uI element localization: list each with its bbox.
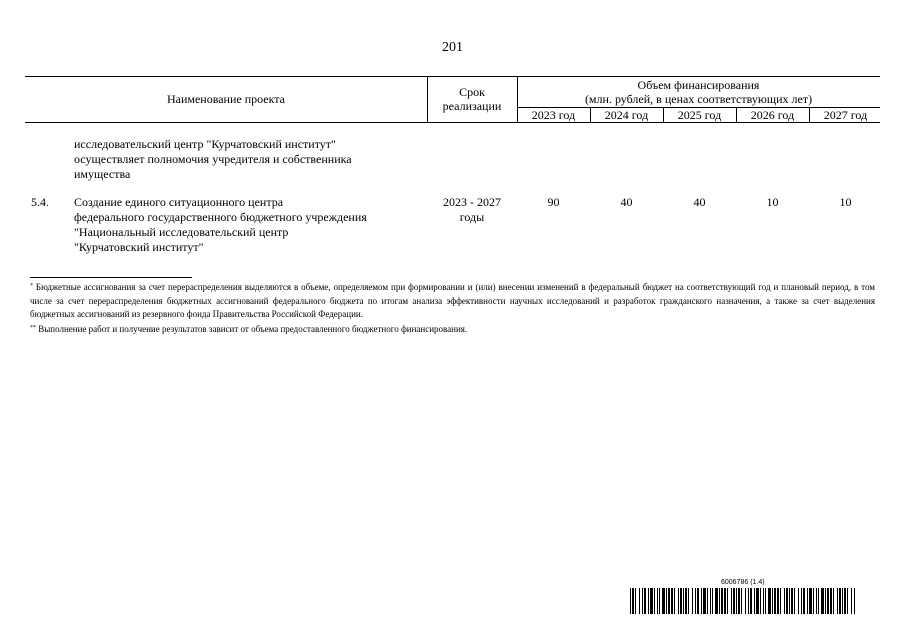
header-year: 2023 год xyxy=(531,108,576,122)
barcode xyxy=(630,588,855,614)
header-top-rule xyxy=(25,76,880,77)
project-name-line: федерального государственного бюджетного учреждения xyxy=(74,210,367,224)
barcode-label: 6006786 (1.4) xyxy=(721,579,765,586)
footnote xyxy=(30,322,875,337)
header-period-line: реализации xyxy=(442,99,502,113)
header-year: 2024 год xyxy=(604,108,649,122)
header-period xyxy=(427,85,517,113)
header-year: 2027 год xyxy=(823,108,868,122)
funding-value: 10 xyxy=(766,195,779,209)
header-year: 2025 год xyxy=(677,108,722,122)
row-number: 5.4. xyxy=(31,195,49,209)
continuation-line: осуществляет полномочия учредителя и собственника xyxy=(74,152,352,166)
funding-value: 90 xyxy=(547,195,560,209)
footnote-mark: ** xyxy=(30,324,36,331)
continuation-line: исследовательский центр "Курчатовский институт" xyxy=(74,137,336,151)
project-name-line: "Курчатовский институт" xyxy=(74,240,204,254)
footnote-mark: * xyxy=(30,283,33,289)
funding-value: 10 xyxy=(839,195,852,209)
footnote-text: Бюджетные ассигнования за счет перераспределения выделяются в объеме, определяемом при формировании и (или) внесении изменений в федеральный бюджет на соответствующий год и плановый период, в том числе за счет перераспределения бюджетных ассигнований федерального бюджета по итогам анализа эффективности научных исследований и разработок гражданского назначения, а также за счет выделения бюджетных ассигнований из резервного фонда Правительства Российской Федерации. xyxy=(30,282,876,319)
project-name xyxy=(74,195,419,255)
project-period-line: 2023 - 2027 xyxy=(443,195,501,209)
project-name-line: Создание единого ситуационного центра xyxy=(74,195,284,209)
header-funding-line: Объем финансирования xyxy=(637,78,760,92)
header-period-line: Срок xyxy=(459,85,485,99)
funding-value: 40 xyxy=(693,195,706,209)
project-period-line: годы xyxy=(459,210,485,224)
header-funding-line: (млн. рублей, в ценах соответствующих лет) xyxy=(584,92,813,106)
footnote-separator xyxy=(30,277,192,278)
header-funding xyxy=(517,78,880,106)
footnotes xyxy=(30,280,875,336)
continuation-text xyxy=(74,137,414,182)
header-year: 2026 год xyxy=(750,108,795,122)
project-period xyxy=(427,195,517,225)
header-name: Наименование проекта xyxy=(166,92,286,106)
page-number: 201 xyxy=(442,40,463,55)
footnote-text: Выполнение работ и получение результатов зависит от объема предоставленного бюджетного финансирования. xyxy=(38,323,468,334)
funding-value: 40 xyxy=(620,195,633,209)
project-name-line: "Национальный исследовательский центр xyxy=(74,225,289,239)
continuation-line: имущества xyxy=(74,167,131,181)
footnote xyxy=(30,280,875,322)
